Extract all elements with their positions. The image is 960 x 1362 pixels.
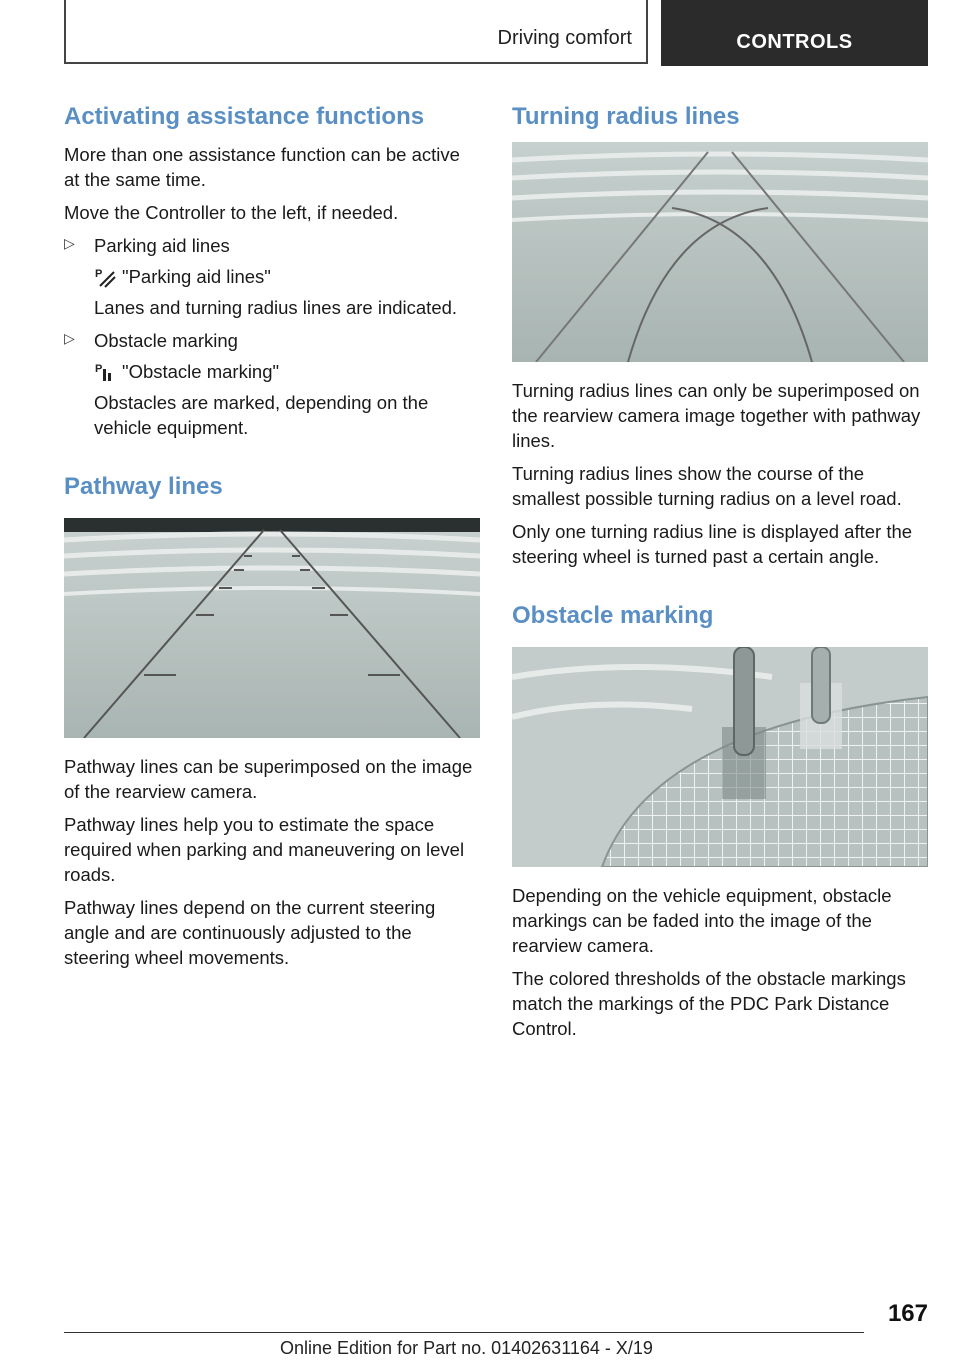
para-pathway-2: Pathway lines help you to estimate the space required when parking and maneuvering on level roads. <box>64 814 465 885</box>
svg-text:P: P <box>95 362 103 375</box>
bullet-title: Obstacle marking <box>94 330 238 351</box>
para-obstacle-1: Depending on the vehicle equipment, obstacle markings can be faded into the image of the rearview camera. <box>512 885 892 956</box>
heading-obstacle-marking: Obstacle marking <box>512 602 714 629</box>
bullet-obstacle-marking <box>64 328 480 440</box>
bullet-desc: Lanes and turning radius lines are indicated. <box>94 297 458 318</box>
para-obstacle-2: The colored thresholds of the obstacle markings match the markings of the PDC Park Distance Control. <box>512 968 906 1039</box>
para-turning-1: Turning radius lines can only be superimposed on the rearview camera image together with pathway lines. <box>512 380 921 451</box>
pathway-lines-figure <box>64 518 480 738</box>
footer-edition: Online Edition for Part no. 01402631164 - X/19 <box>280 1338 653 1358</box>
bullet-sub-label: "Parking aid lines" <box>122 266 271 287</box>
bullet-sub-label: "Obstacle marking" <box>122 361 280 382</box>
turning-radius-figure <box>512 142 928 362</box>
page-header <box>64 0 928 66</box>
para-pathway-1: Pathway lines can be superimposed on the image of the rearview camera. <box>64 756 473 802</box>
svg-text:P: P <box>95 267 103 280</box>
parking-aid-lines-icon <box>94 266 116 288</box>
heading-activating: Activating assistance functions <box>64 103 425 130</box>
footer-divider <box>64 1332 864 1333</box>
para-move-controller: Move the Controller to the left, if needed. <box>64 202 399 223</box>
bullet-parking-aid <box>64 233 480 320</box>
obstacle-marking-icon <box>94 361 116 383</box>
header-box <box>64 0 648 64</box>
heading-pathway-lines: Pathway lines <box>64 473 223 500</box>
header-section-title: Driving comfort <box>497 27 632 49</box>
heading-turning-radius: Turning radius lines <box>512 103 740 130</box>
triangle-bullet-icon: ▷ <box>64 235 75 251</box>
triangle-bullet-icon: ▷ <box>64 330 75 346</box>
obstacle-marking-figure <box>512 647 928 867</box>
bullet-title: Parking aid lines <box>94 235 230 256</box>
left-column <box>64 100 480 978</box>
right-column <box>512 100 928 1049</box>
para-turning-2: Turning radius lines show the course of the smallest possible turning radius on a level road. <box>512 463 902 509</box>
para-more-than-one: More than one assistance function can be active at the same time. <box>64 144 460 190</box>
header-chapter-tab: CONTROLS <box>661 0 928 66</box>
bullet-desc: Obstacles are marked, depending on the vehicle equipment. <box>94 392 429 438</box>
para-pathway-3: Pathway lines depend on the current steering angle and are continuously adjusted to the steering wheel movements. <box>64 897 436 968</box>
page-number: 167 <box>887 1300 928 1327</box>
para-turning-3: Only one turning radius line is displayed after the steering wheel is turned past a certain angle. <box>512 521 913 567</box>
